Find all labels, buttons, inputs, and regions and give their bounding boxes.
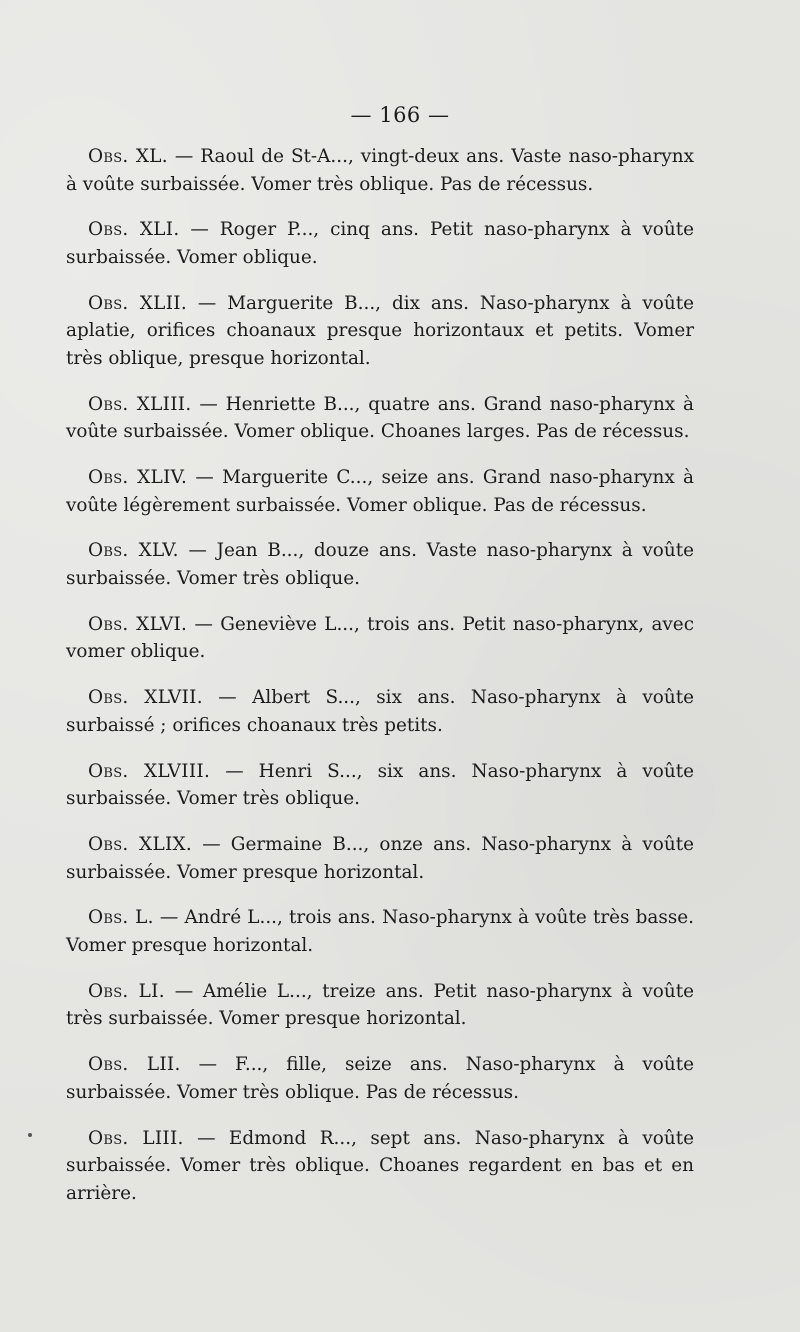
observation-entry [66, 1125, 694, 1208]
observation-label: Obs. XLII. [88, 292, 187, 314]
observation-text: — Amélie L..., treize ans. Petit naso-pharynx à voûte très surbaissée. Vomer presque horizontal. [66, 980, 694, 1030]
observation-entry [66, 537, 694, 592]
observation-entry [66, 831, 694, 886]
observation-text: — Germaine B..., onze ans. Naso-pharynx à voûte surbaissée. Vomer presque horizontal. [66, 834, 694, 883]
observation-entry [66, 758, 694, 813]
observation-label: Obs. XLI. [88, 219, 180, 241]
ink-speck [28, 1133, 32, 1137]
observation-text: — Henri S..., six ans. Naso-pharynx à voûte surbaissée. Vomer très oblique. [66, 760, 694, 810]
observation-entry [66, 216, 694, 271]
observation-entry [66, 611, 694, 666]
observation-label: Obs. L. [88, 907, 154, 929]
observation-entry [66, 391, 694, 446]
observation-label: Obs. LI. [88, 980, 165, 1002]
page-number: — 166 — [350, 103, 450, 127]
observation-entry [66, 1051, 694, 1106]
observation-label: Obs. XL. [88, 146, 168, 167]
observation-text: — Marguerite B..., dix ans. Naso-pharynx à voûte aplatie, orifices choanaux presque horizontaux et petits. Vomer très oblique, presque horizontal. [66, 292, 694, 369]
observation-label: Obs. XLVI. [88, 613, 188, 635]
observations-list [66, 143, 694, 1225]
observation-text: — Roger P..., cinq ans. Petit naso-pharynx à voûte surbaissée. Vomer oblique. [66, 219, 694, 268]
observation-entry [66, 143, 694, 198]
observation-text: — André L..., trois ans. Naso-pharynx à voûte très basse. Vomer presque horizontal. [66, 907, 694, 956]
observation-label: Obs. LII. [88, 1054, 181, 1076]
observation-text: — Raoul de St-A..., vingt-deux ans. Vaste naso-pharynx à voûte surbaissée. Vomer très oblique. Pas de récessus. [66, 146, 694, 195]
observation-entry [66, 684, 694, 739]
observation-text: — Marguerite C..., seize ans. Grand naso-pharynx à voûte légèrement surbaissée. Vomer oblique. Pas de récessus. [66, 467, 694, 516]
observation-text: — Edmond R..., sept ans. Naso-pharynx à voûte surbaissée. Vomer très oblique. Choanes regardent en bas et en arrière. [66, 1127, 694, 1204]
observation-text: — Henriette B..., quatre ans. Grand naso-pharynx à voûte surbaissée. Vomer oblique. Choanes larges. Pas de récessus. [66, 393, 694, 443]
observation-label: Obs. XLV. [88, 540, 179, 562]
observation-entry [66, 978, 694, 1033]
observation-entry [66, 290, 694, 373]
observation-text: — F..., fille, seize ans. Naso-pharynx à voûte surbaissée. Vomer très oblique. Pas de récessus. [66, 1054, 694, 1103]
observation-text: — Geneviève L..., trois ans. Petit naso-pharynx, avec vomer oblique. [66, 613, 694, 663]
observation-label: Obs. LIII. [88, 1127, 184, 1149]
observation-label: Obs. XLIX. [88, 834, 193, 856]
observation-label: Obs. XLIII. [88, 393, 192, 415]
observation-label: Obs. XLIV. [88, 467, 188, 489]
observation-label: Obs. XLVIII. [88, 760, 211, 782]
observation-entry [66, 464, 694, 519]
observation-label: Obs. XLVII. [88, 687, 203, 709]
observation-text: — Jean B..., douze ans. Vaste naso-pharynx à voûte surbaissée. Vomer très oblique. [66, 540, 694, 589]
observation-entry [66, 904, 694, 959]
observation-text: — Albert S..., six ans. Naso-pharynx à voûte surbaissé ; orifices choanaux très petits. [66, 687, 694, 736]
